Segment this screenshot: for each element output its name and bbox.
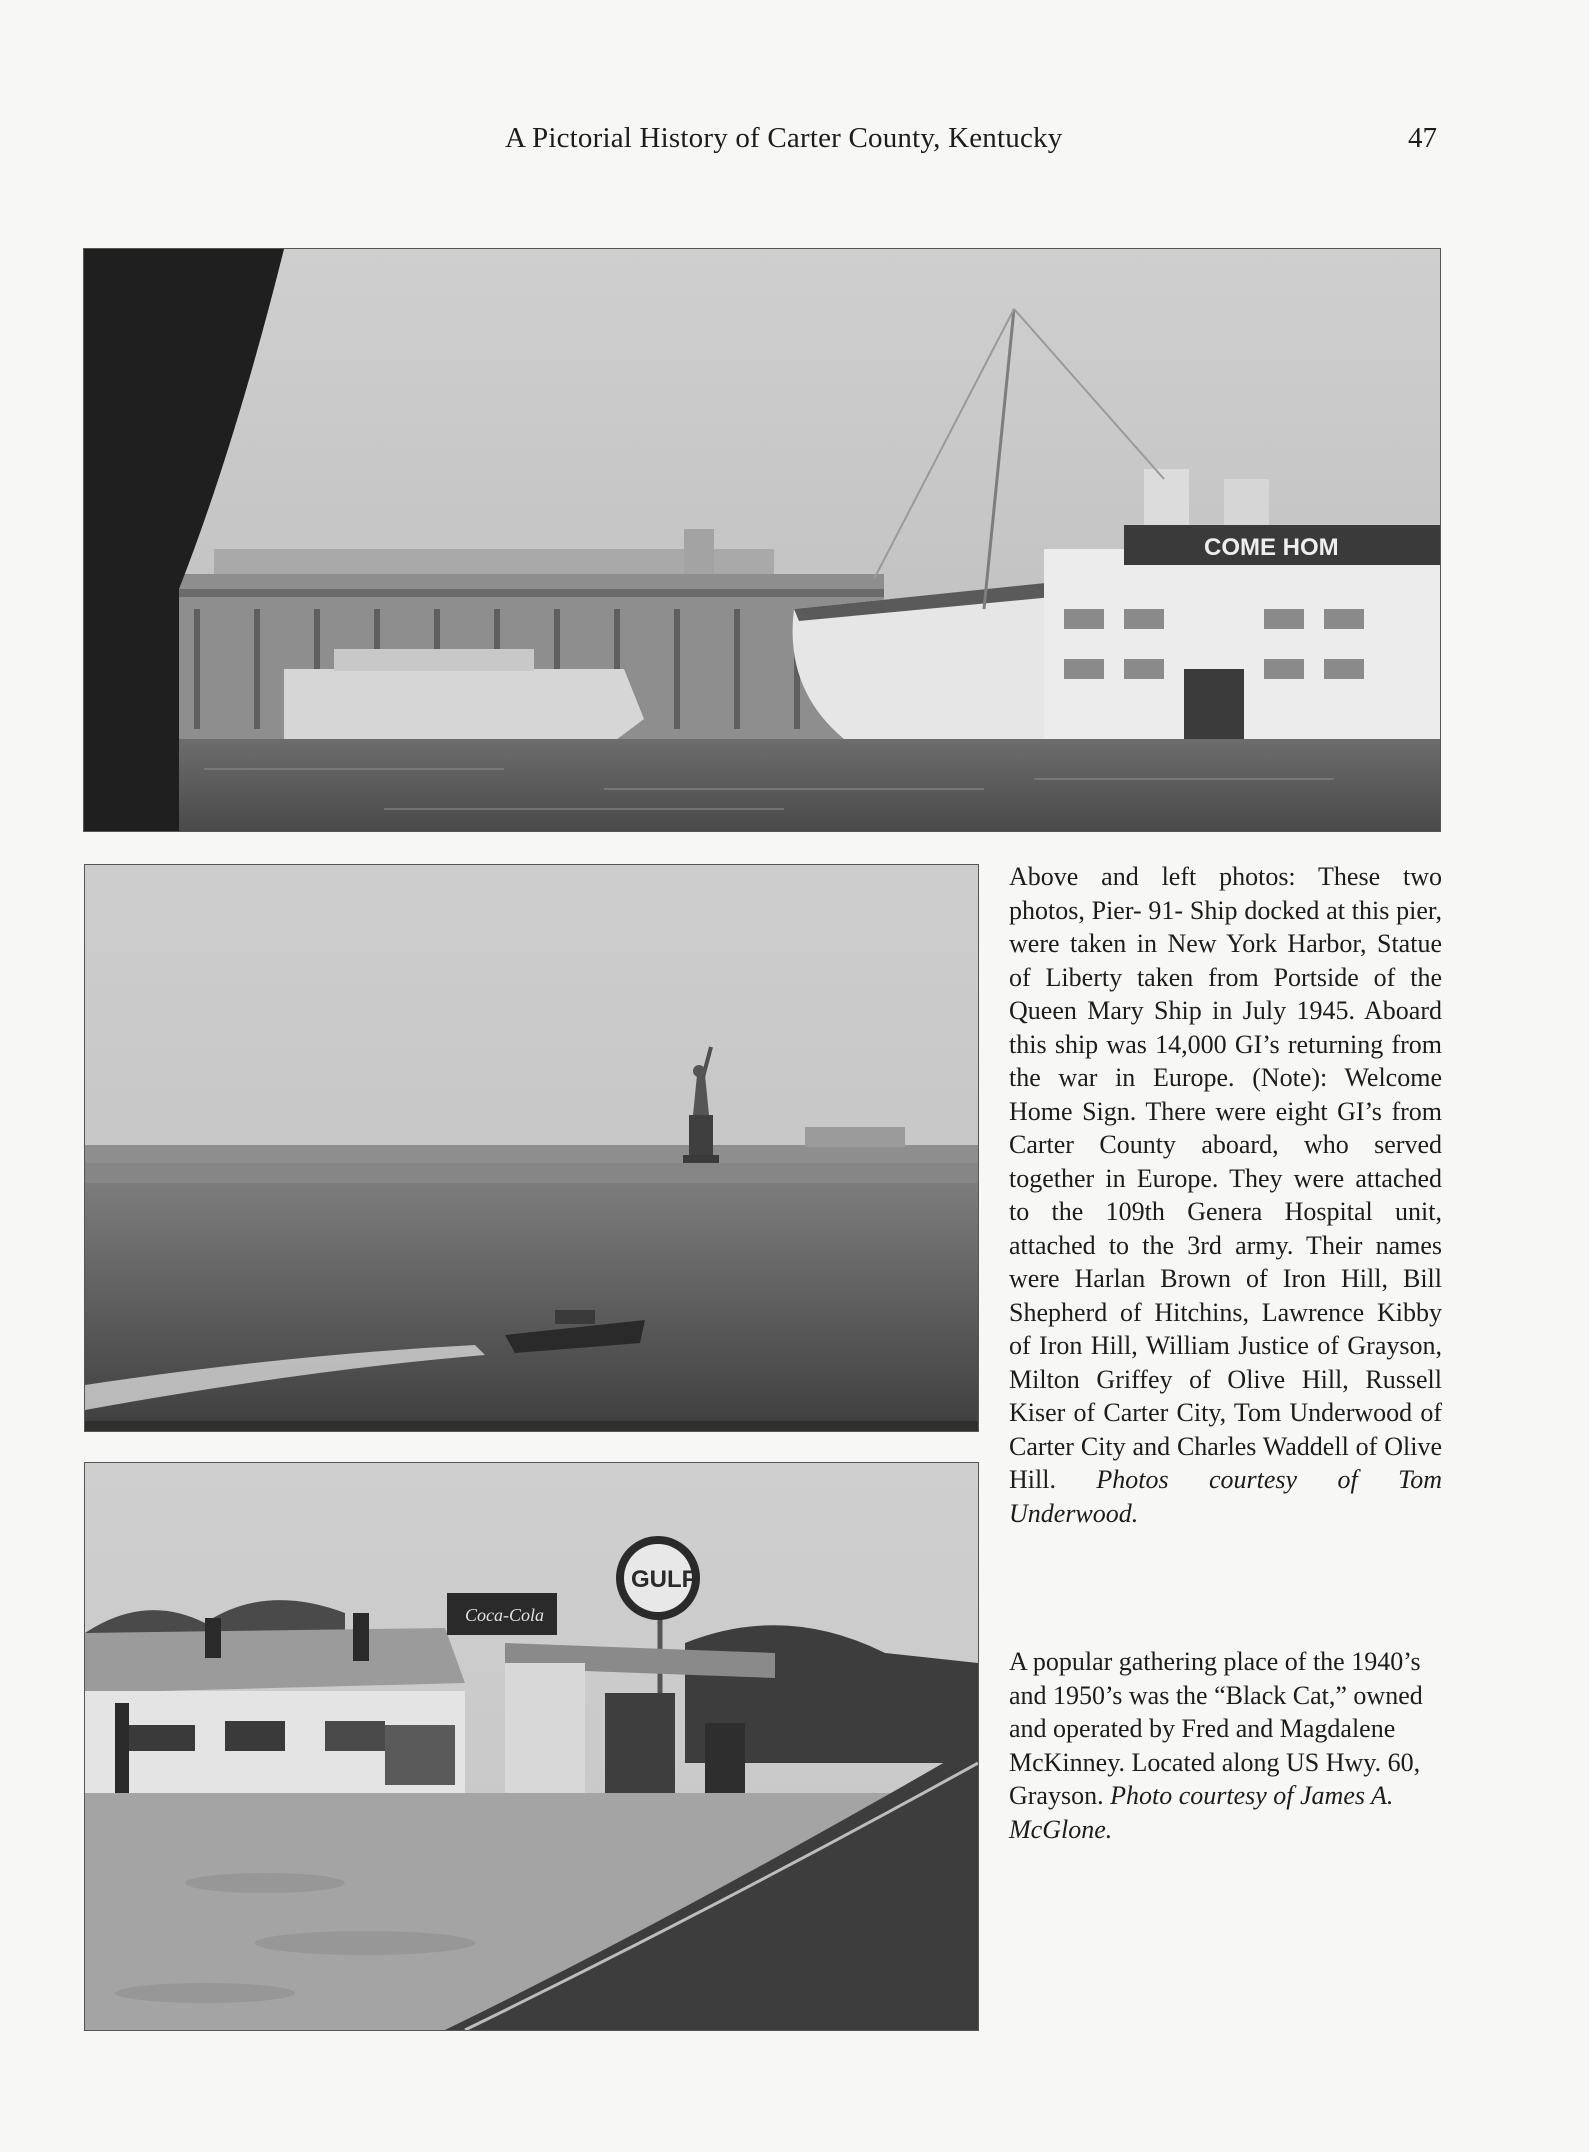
running-title: A Pictorial History of Carter County, Kentucky	[505, 122, 1063, 154]
photo-credit: Photos courtesy of Tom Underwood.	[1009, 1465, 1442, 1528]
black-cat-gas-station-photo	[84, 1462, 979, 2031]
gulf-sign: GULF	[631, 1566, 697, 1593]
coca-cola-sign: Coca-Cola	[465, 1605, 544, 1625]
page-header	[0, 122, 1589, 166]
black-cat-caption	[1009, 1645, 1442, 1846]
harbor-photos-caption	[1009, 860, 1442, 1530]
statue-of-liberty-photo	[84, 864, 979, 1432]
caption-text: A popular gathering place of the 1940’s and 1950’s was the “Black Cat,” owned and operated by Fred and Magdalene McKinney. Located along US Hwy. 60, Grayson.	[1009, 1647, 1423, 1810]
ship-at-pier-photo	[83, 248, 1441, 832]
caption-text: Above and left photos: These two photos, Pier- 91- Ship docked at this pier, were taken in New York Harbor, Statue of Liberty taken from Portside of the Queen Mary Ship in July 1945. Aboard this ship was 14,000 GI’s returning from the war in Europe. (Note): Welcome Home Sign. There were eight GI’s from Carter County aboard, who served together in Europe. They were attached to the 109th Genera Hospital unit, attached to the 3rd army. Their names were Harlan Brown of Iron Hill, Bill Shepherd of Hitchins, Lawrence Kibby of Iron Hill, William Justice of Grayson, Milton Griffey of Olive Hill, Russell Kiser of Carter City, Tom Underwood of Carter City and Charles Waddell of Olive Hill.	[1009, 862, 1442, 1494]
photo-credit: Photo courtesy of James A. McGlone.	[1009, 1781, 1394, 1844]
welcome-home-sign: COME HOM	[1204, 534, 1339, 561]
page-number: 47	[1408, 122, 1437, 154]
